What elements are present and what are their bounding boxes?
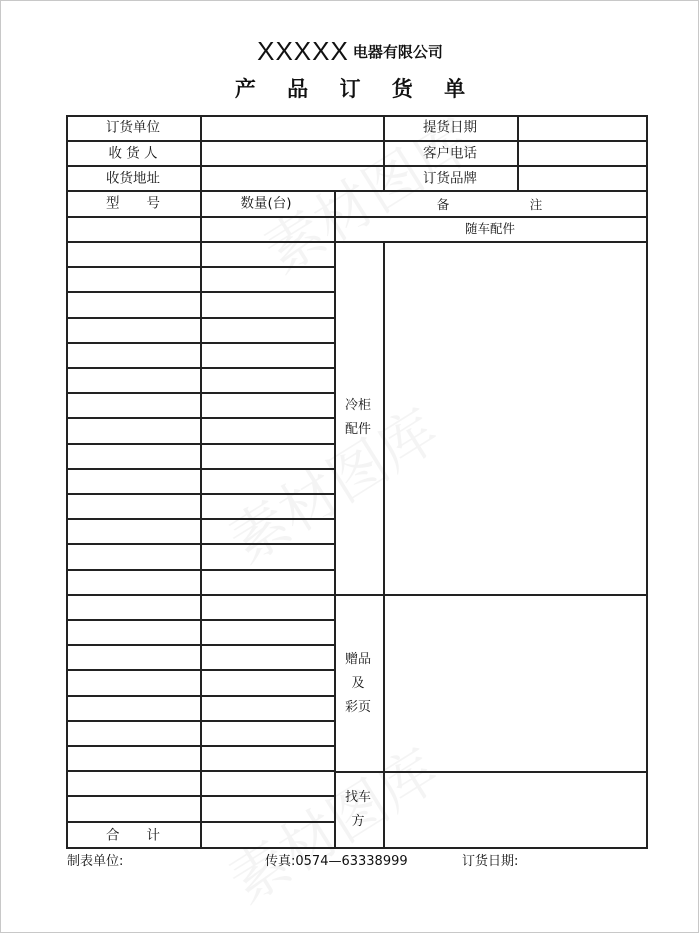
- grid-line: [66, 720, 336, 722]
- receiver-field[interactable]: [202, 142, 382, 164]
- footer-fax: 传真:0574—63338999: [265, 854, 408, 869]
- pickup-date-field[interactable]: [519, 117, 645, 139]
- grid-line: [66, 619, 336, 621]
- footer-order-date: 订货日期:: [462, 854, 519, 869]
- grid-line: [66, 745, 336, 747]
- company-suffix: 电器有限公司: [352, 43, 443, 61]
- grid-line: [66, 417, 336, 419]
- grid-line: [66, 266, 336, 268]
- grid-line: [66, 770, 336, 772]
- total-label: 合 计: [106, 827, 160, 844]
- info-label-order-unit: 订货单位: [106, 119, 160, 136]
- column-header-remark-a: 备: [436, 196, 450, 212]
- grid-line: [66, 443, 336, 445]
- grid-line: [66, 241, 336, 243]
- address-field[interactable]: [202, 167, 382, 189]
- grid-line: [66, 493, 336, 495]
- grid-line: [66, 216, 648, 218]
- grid-line: [334, 241, 648, 243]
- grid-line: [66, 821, 336, 823]
- grid-line: [66, 291, 336, 293]
- grid-line: [66, 392, 336, 394]
- info-label-receiver: 收 货 人: [108, 144, 158, 161]
- company-name: [0, 36, 700, 67]
- column-header-model: 型 号: [106, 195, 160, 212]
- grid-line: [66, 342, 336, 344]
- grid-line: [66, 569, 336, 571]
- section-label-gifts: 赠品 及 彩页: [344, 652, 371, 715]
- column-header-quantity: 数量(台): [240, 195, 292, 212]
- grid-line: [66, 543, 336, 545]
- info-label-customer-phone: 客户电话: [423, 144, 477, 161]
- column-header-remark-b: 注: [529, 196, 543, 212]
- grid-line: [66, 669, 336, 671]
- order-unit-field[interactable]: [202, 117, 382, 139]
- grid-line: [66, 795, 336, 797]
- grid-line: [66, 190, 648, 192]
- grid-line: [66, 468, 336, 470]
- grid-line: [383, 115, 385, 192]
- grid-line: [66, 695, 336, 697]
- grid-line: [66, 317, 336, 319]
- brand-field[interactable]: [519, 167, 645, 189]
- grid-line: [66, 367, 336, 369]
- grid-line: [66, 518, 336, 520]
- document-title: 产 品 订 货 单: [234, 77, 478, 101]
- info-label-brand: 订货品牌: [423, 169, 477, 186]
- company-brand: XXXXX: [257, 36, 349, 66]
- info-label-pickup-date: 提货日期: [423, 119, 477, 136]
- grid-line: [66, 594, 336, 596]
- grid-line: [334, 594, 648, 596]
- customer-phone-field[interactable]: [519, 142, 645, 164]
- info-label-address: 收货地址: [106, 169, 160, 186]
- grid-line: [383, 241, 385, 849]
- section-label-find-vehicle: 找车 方: [344, 790, 371, 829]
- section-label-freezer-parts: 冷柜 配件: [344, 398, 371, 437]
- form-border-left: [66, 115, 68, 849]
- form-border-bottom: [66, 847, 648, 849]
- footer-maker: 制表单位:: [67, 854, 124, 869]
- grid-line: [66, 644, 336, 646]
- grid-line: [334, 771, 648, 773]
- accessory-header: 随车配件: [464, 220, 516, 236]
- form-border-right: [646, 115, 648, 849]
